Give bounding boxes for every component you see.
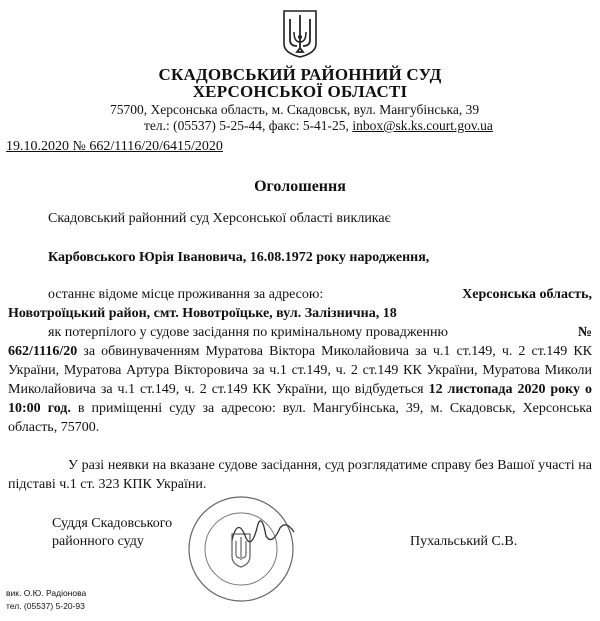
judge-role-line2: районного суду xyxy=(52,534,144,549)
court-name-line2: ХЕРСОНСЬКОЇ ОБЛАСТІ xyxy=(192,82,408,101)
residence-lead: останнє відоме місце проживання за адресою: xyxy=(48,287,324,302)
intro-text: Скадовський районний суд Херсонської області викликає xyxy=(48,211,391,226)
reference-line xyxy=(6,139,223,155)
case-number-sign: № xyxy=(577,325,592,340)
coat-of-arms-icon xyxy=(283,10,317,58)
charges-text: за обвинуваченням Муратова Віктора Миколайовича за ч.1 ст.149, ч. 2 ст.149 КК України, Муратова Артура Вікторовича за ч.1 ст.149, ч. 2 ст.149 КК України, Муратова Миколи Миколайовича за ч.1 ст.149, ч. 2 ст.149 КК України, що відбудеться xyxy=(8,344,592,397)
handwritten-signature xyxy=(228,510,298,550)
reference-number: 662/1116/20/6415/2020 xyxy=(89,139,223,154)
judge-name: Пухальський С.В. xyxy=(410,534,518,549)
court-phone: тел.: (05537) 5-25-44, факс: 5-41-25, xyxy=(144,118,349,133)
case-details xyxy=(8,342,592,437)
court-email-link[interactable]: inbox@sk.ks.court.gov.ua xyxy=(352,118,493,133)
executor-phone: тел. (05537) 5-20-93 xyxy=(6,601,85,611)
reference-number-sign: № xyxy=(72,139,86,154)
residence-address-line2: Новотроїцький район, смт. Новотроїцьке, вул. Залізнична, 18 xyxy=(8,306,397,321)
absence-warning: У разі неявки на вказане судове засідання, суд розглядатиме справу без Вашої участі на підставі ч.1 ст. 323 КПК України. xyxy=(8,458,592,492)
executor-name: вик. О.Ю. Радіонова xyxy=(6,588,87,598)
reference-date: 19.10.2020 xyxy=(6,139,69,154)
announcement-title: Оголошення xyxy=(254,178,346,195)
court-name-line1: СКАДОВСЬКИЙ РАЙОННИЙ СУД xyxy=(158,65,442,84)
court-address: 75700, Херсонська область, м. Скадовськ, вул. Мангубінська, 39 xyxy=(110,102,480,117)
hearing-place: в приміщенні суду за адресою: вул. Мангубінська, 39, м. Скадовськ, Херсонська область, 75700. xyxy=(8,401,593,435)
judge-role-line1: Суддя Скадовського xyxy=(52,516,173,531)
residence-paragraph xyxy=(8,285,592,323)
residence-address-line1: Херсонська область, xyxy=(462,287,592,302)
hearing-time: 12 листопада 2020 року о 10:00 год. xyxy=(8,382,592,416)
victim-lead: як потерпілого у судове засідання по кримінальному провадженню xyxy=(48,325,448,340)
case-number: 662/1116/20 xyxy=(8,344,78,359)
court-contacts xyxy=(144,118,493,134)
case-paragraph xyxy=(8,323,592,437)
summoned-person: Карбовського Юрія Івановича, 16.08.1972 року народження, xyxy=(48,250,430,265)
